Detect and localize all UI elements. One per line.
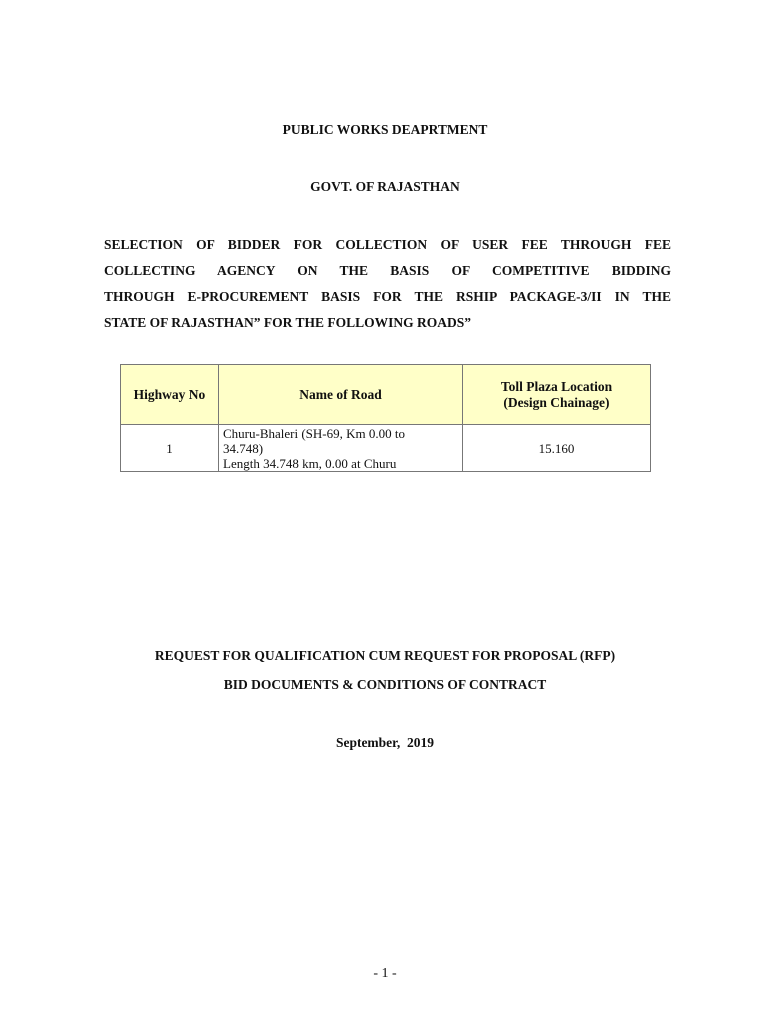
road-line: 34.748) <box>223 440 264 456</box>
government-heading: GOVT. OF RAJASTHAN <box>310 179 460 194</box>
roads-table <box>120 364 651 472</box>
page-number: - 1 - <box>373 966 397 981</box>
header-road-name: Name of Road <box>219 365 463 425</box>
document-subtitle: BID DOCUMENTS & CONDITIONS OF CONTRACT <box>223 677 547 692</box>
table-header-row <box>121 365 651 425</box>
road-line: Churu-Bhaleri (SH-69, Km 0.00 to <box>223 425 405 441</box>
header-toll-line2: (Design Chainage) <box>503 394 610 410</box>
intro-line: COLLECTING AGENCY ON THE BASIS OF COMPETITIVE BIDDING <box>104 263 671 278</box>
road-line: Length 34.748 km, 0.00 at Churu <box>223 455 397 471</box>
document-date: September, 2019 <box>335 735 435 750</box>
intro-line: STATE OF RAJASTHAN” FOR THE FOLLOWING ROADS” <box>104 315 472 330</box>
intro-paragraph <box>104 236 671 340</box>
table-row <box>121 425 651 472</box>
header-highway-no: Highway No <box>121 365 219 425</box>
cell-toll-location: 15.160 <box>463 425 651 472</box>
cell-highway-no: 1 <box>121 425 219 472</box>
header-toll-location <box>463 365 651 425</box>
department-heading: PUBLIC WORKS DEAPRTMENT <box>282 122 488 137</box>
intro-line: THROUGH E-PROCUREMENT BASIS FOR THE RSHIP PACKAGE-3/II IN THE <box>104 289 671 304</box>
document-title: REQUEST FOR QUALIFICATION CUM REQUEST FOR PROPOSAL (RFP) <box>154 648 616 663</box>
header-toll-line1: Toll Plaza Location <box>500 378 613 394</box>
cell-road-name <box>219 425 463 472</box>
intro-line: SELECTION OF BIDDER FOR COLLECTION OF USER FEE THROUGH FEE <box>104 237 671 252</box>
